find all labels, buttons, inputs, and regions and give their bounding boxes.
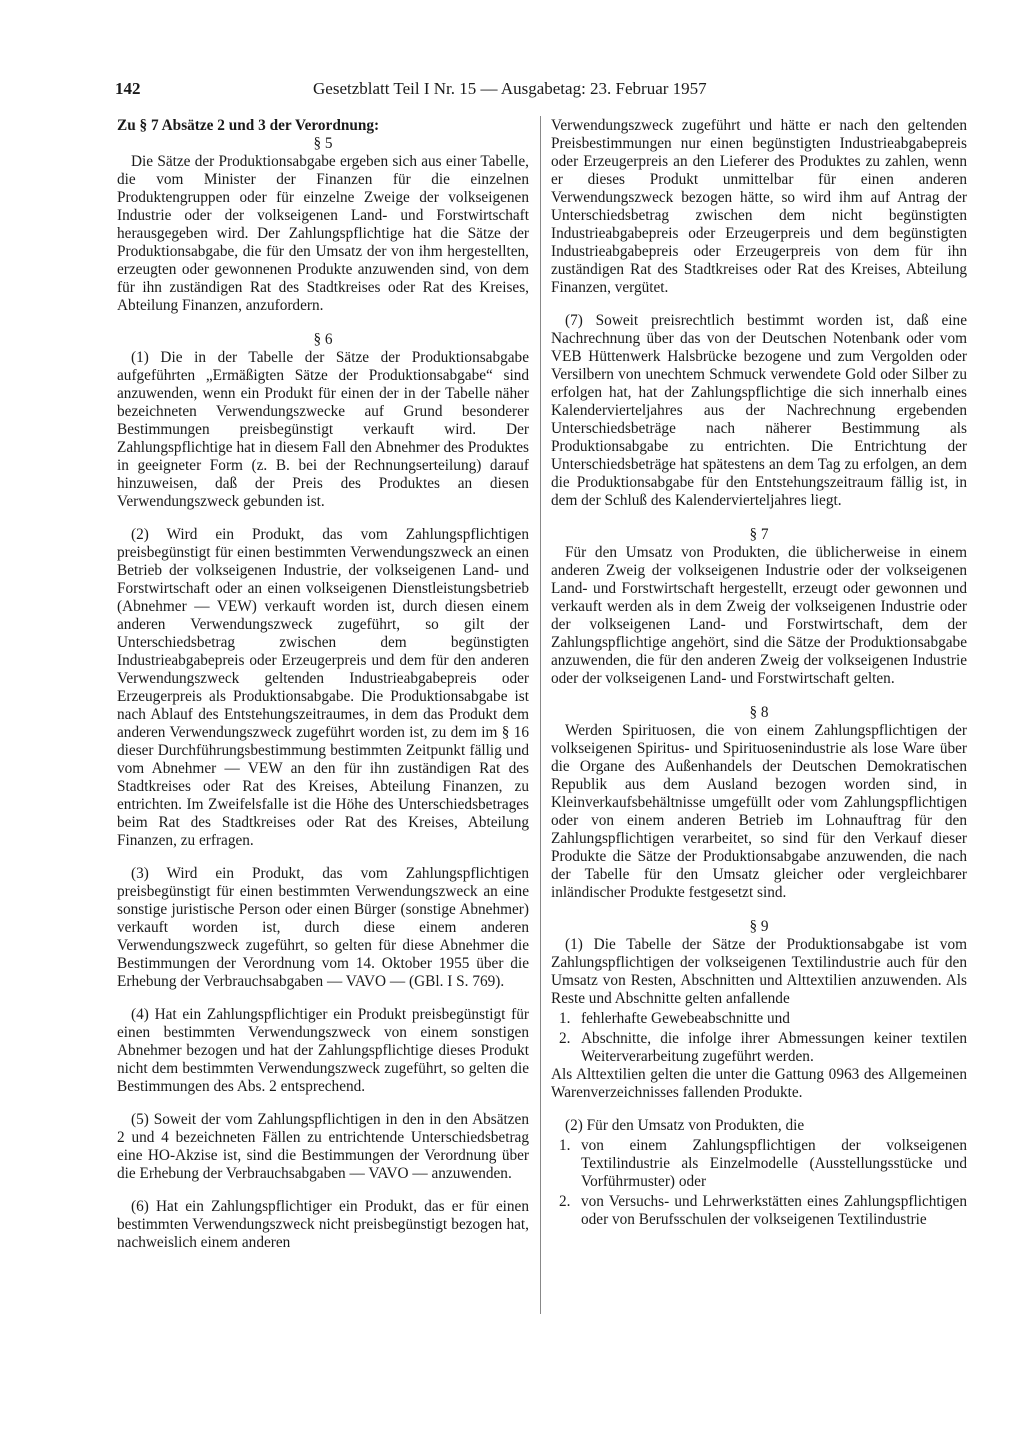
list-text: von einem Zahlungspflichtigen der volkseigenen Textilindustrie als Einzelmodelle (Ausstellungsstücke und Vorführmuster) oder [581,1137,967,1190]
section-title-5: § 5 [313,135,333,152]
paragraph-s6-4: (4) Hat ein Zahlungspflichtiger ein Produkt preisbegünstigt für einen bestimmten Verwendungszweck von einem sonstigen Abnehmer bezogen und hat der Zahlungspflichtige dieses Produkt nicht dem bestimmten Verwendungszweck zugeführt, so gelten die Bestimmungen des Abs. 2 entsprechend. [117,1006,529,1095]
paragraph-s6-6-continued: Verwendungszweck zugeführt und hätte er nach den geltenden Preisbestimmungen nur einen begünstigten Industrieabgabepreis oder Erzeugerpreis an den Lieferer des Produktes zu zahlen, wenn er dieses Produkt unmittelbar für einen anderen Verwendungszweck bezogen hätte, so wird ihm auf Antrag der Unterschiedsbetrag zwischen dem nicht begünstigten Industrieabgabepreis oder Erzeugerpreis und dem begünstigten Industrieabgabepreis oder Erzeugerpreis von dem für ihn zuständigen Rat des Stadtkreises oder Rat des Kreises, Abteilung Finanzen, vergütet. [551,117,967,296]
list-item [551,1137,967,1191]
page-number: 142 [115,79,141,98]
running-title: Gesetzblatt Teil I Nr. 15 — Ausgabetag: 23. Februar 1957 [313,79,707,98]
paragraph-alttextilien: Als Alttextilien gelten die unter die Gattung 0963 des Allgemeinen Warenverzeichnisses fallenden Produkte. [551,1066,967,1101]
paragraph-s6-3: (3) Wird ein Produkt, das vom Zahlungspflichtigen preisbegünstigt für einen bestimmten Verwendungszweck an eine sonstige juristische Person oder einen Bürger (sonstige Abnehmer) verkauft worden ist, durch diese einem anderen Verwendungszweck zugeführt, so gelten für diese Abnehmer die Bestimmungen der Verordnung vom 14. Oktober 1955 über die Erhebung der Verbrauchsabgaben — VAVO — (GBl. I S. 769). [117,865,529,990]
paragraph-s8: Werden Spirituosen, die von einem Zahlungspflichtigen der volkseigenen Spiritus- und Spirituosenindustrie als lose Ware über die Organe des Außenhandels der Deutschen Demokratischen Republik aus dem Ausland bezogen worden sind, in Kleinverkaufsbehältnisse umgefüllt oder vom Zahlungspflichtigen oder von einem anderen Betrieb im Lohnauftrag für den Zahlungspflichtigen verarbeitet, so sind für den Verkauf dieser Produkte die Sätze der Produktionsabgabe anzuwenden, die nach der Tabelle für den Umsatz gleicher oder vergleichbarer inländischer Produkte festgesetzt sind. [551,722,967,901]
list-number: 2. [559,1193,571,1210]
section-title-6: § 6 [313,331,333,348]
section-title-8: § 8 [749,704,769,721]
paragraph-s6-6: (6) Hat ein Zahlungspflichtiger ein Produkt, das er für einen bestimmten Verwendungszweck nicht preisbegünstigt bezogen hat, nachweislich einem anderen [117,1198,529,1251]
column-divider [540,116,541,1314]
list-number: 2. [559,1030,571,1047]
section-heading: Zu § 7 Absätze 2 und 3 der Verordnung: [117,117,380,134]
section-title-7: § 7 [749,526,769,543]
paragraph-s6-2: (2) Wird ein Produkt, das vom Zahlungspflichtigen preisbegünstigt für einen bestimmten Verwendungszweck an einen Betrieb der volkseigenen Industrie, der volkseigenen Land- und Forstwirtschaft oder an einen volkseigenen Dienstleistungsbetrieb (Abnehmer — VEW) verkauft worden ist, durch diesen einem anderen Verwendungszweck zugeführt, so gilt der Unterschiedsbetrag zwischen dem begünstigten Industrieabgabepreis oder Erzeugerpreis und dem für den anderen Verwendungszweck geltenden Industrieabgabepreis oder Erzeugerpreis als Produktionsabgabe. Die Produktionsabgabe ist nach Ablauf des Entstehungszeitraumes, in dem das Produkt dem anderen Verwendungszweck zugeführt worden ist, zu dem im § 16 dieser Durchführungsbestimmung bestimmten Zeitpunkt fällig und vom Abnehmer — VEW an den für ihn zuständigen Rat des Stadtkreises oder Rat des Kreises, Abteilung Finanzen, zu entrichten. Im Zweifelsfalle ist die Höhe des Unterschiedsbetrages beim Rat des Stadtkreises oder Rat des Kreises, Abteilung Finanzen, zu erfragen. [117,526,529,849]
paragraph-s6-7: (7) Soweit preisrechtlich bestimmt worden ist, daß eine Nachrechnung über das von der Deutschen Notenbank oder vom VEB Hüttenwerk Halsbrücke bezogene und zum Vergolden oder Versilbern von unechtem Schmuck verwendete Gold oder Silber zu erfolgen hat, hat der Zahlungspflichtige die sich innerhalb eines Kalendervierteljahres aus der Nachrechnung ergebenden Unterschiedsbeträge nach näherer Bestimmung als Produktionsabgabe zu entrichten. Die Entrichtung der Unterschiedsbeträge hat spätestens an dem Tag zu erfolgen, an dem die Produktionsabgabe für den Entstehungszeitraum fällig ist, in dem der Schluß des Kalendervierteljahres liegt. [551,312,967,509]
paragraph-s6-5: (5) Soweit der vom Zahlungspflichtigen in den in den Absätzen 2 und 4 bezeichneten Fällen zu entrichtende Unterschiedsbetrag eine HO-Akzise ist, sind die Bestimmungen der Verordnung über die Erhebung der Verbrauchsabgaben — VAVO — anzuwenden. [117,1111,529,1182]
list-text: fehlerhafte Gewebeabschnitte und [581,1010,790,1027]
paragraph-s9-1: (1) Die Tabelle der Sätze der Produktionsabgabe ist vom Zahlungspflichtigen der volkseigenen Textilindustrie auch für den Umsatz von Resten, Abschnitten und Alttextilien anzuwenden. Als Reste und Abschnitte gelten anfallende [551,936,967,1007]
list-text: von Versuchs- und Lehrwerkstätten eines Zahlungspflichtigen oder von Berufsschulen der volkseigenen Textilindustrie [581,1193,967,1228]
list-item [551,1030,967,1066]
left-column [117,117,529,1252]
list-item [551,1193,967,1229]
list-text: Abschnitte, die infolge ihrer Abmessungen keiner textilen Weiterverarbeitung zugeführt werden. [581,1030,967,1065]
list-number: 1. [559,1137,571,1154]
paragraph-s6-1: (1) Die in der Tabelle der Sätze der Produktionsabgabe aufgeführten „Ermäßigten Sätze der Produktionsabgabe“ sind anzuwenden, wenn ein Produkt für einen der in der Tabelle näher bezeichneten Verwendungszwecke auf Grund besonderer Bestimmungen preisbegünstigt verkauft wird. Der Zahlungspflichtige hat in diesem Fall den Abnehmer des Produktes in geeigneter Form (z. B. bei der Rechnungserteilung) darauf hinzuweisen, daß der Preis des Produktes an diesen Verwendungszweck gebunden ist. [117,349,529,510]
section-title-9: § 9 [749,918,769,935]
right-column [551,117,967,1229]
list-number: 1. [559,1010,571,1027]
list-item [551,1010,967,1028]
paragraph-s9-2: (2) Für den Umsatz von Produkten, die [565,1117,805,1134]
paragraph-s5: Die Sätze der Produktionsabgabe ergeben sich aus einer Tabelle, die vom Minister der Finanzen für die einzelnen Produktengruppen oder für einzelne Zweige der volkseigenen Industrie oder der volkseigenen Land- und Forstwirtschaft herausgegeben wird. Der Zahlungspflichtige hat die Sätze der Produktionsabgabe, die für den Umsatz der von ihm hergestellten, erzeugten oder gewonnenen Produkte anzuwenden sind, von dem für ihn zuständigen Rat des Stadtkreises oder Rat des Kreises, Abteilung Finanzen, anzufordern. [117,153,529,314]
paragraph-s7: Für den Umsatz von Produkten, die üblicherweise in einem anderen Zweig der volkseigenen Industrie oder der volkseigenen Land- und Forstwirtschaft hergestellt, erzeugt oder gewonnen und verkauft werden als in dem Zweig der volkseigenen Industrie oder der volkseigenen Land- und Forstwirtschaft, dem der Zahlungspflichtige angehört, sind die Sätze der Produktionsabgabe anzuwenden, die für den anderen Zweig der volkseigenen Industrie oder der volkseigenen Land- und Forstwirtschaft gelten. [551,544,967,687]
